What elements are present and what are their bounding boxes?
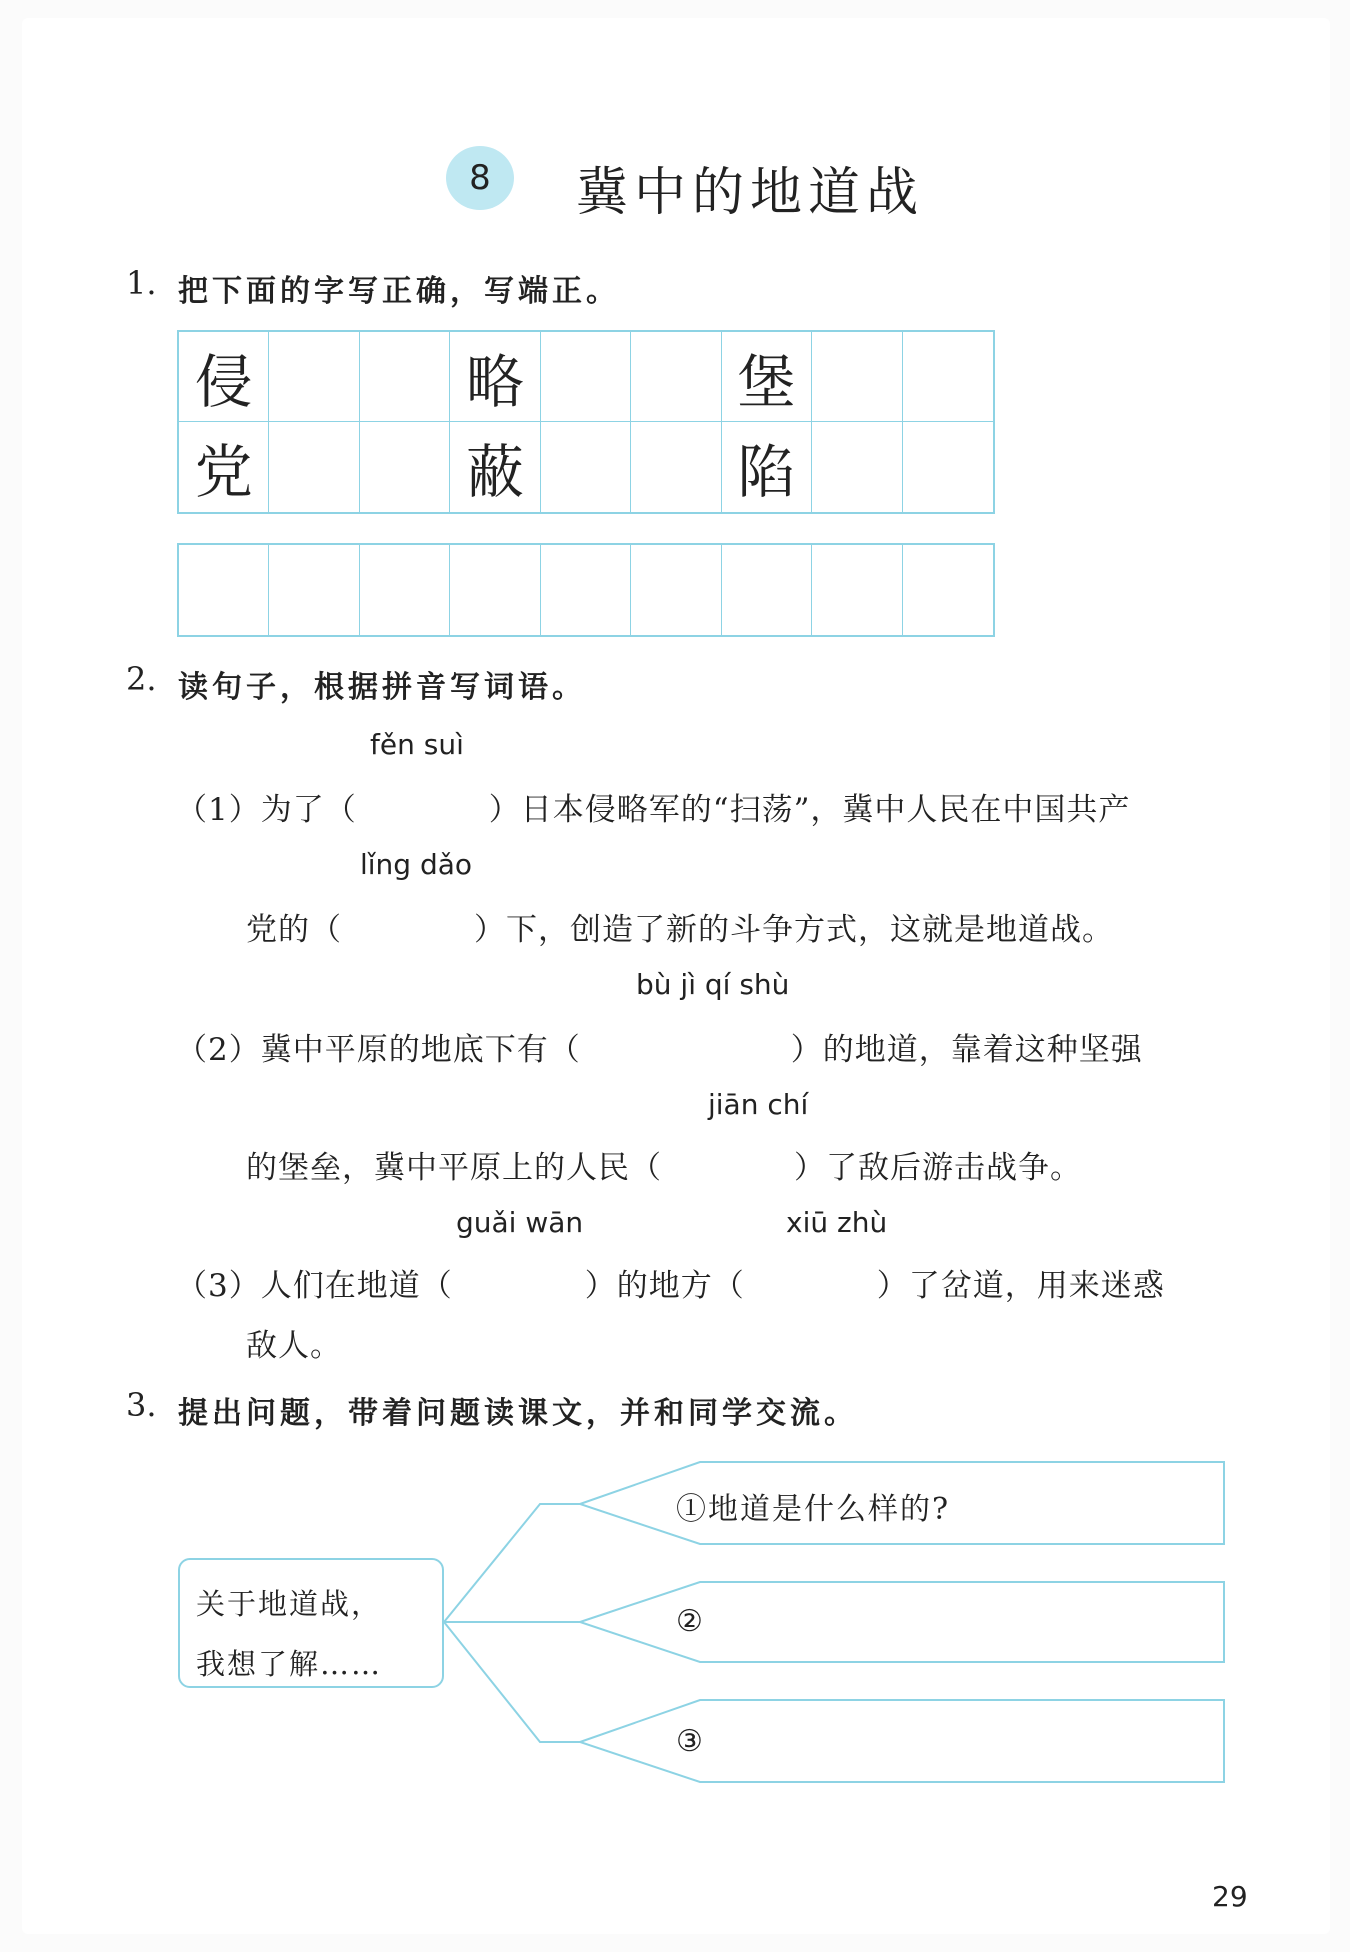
sentence-text: ）日本侵略军的“扫荡”，冀中人民在中国共产 bbox=[488, 792, 1131, 828]
sentence-text: ）了敌后游击战争。 bbox=[794, 1150, 1082, 1186]
grid-cell[interactable] bbox=[541, 332, 631, 422]
sentence-text: ）的地方（ bbox=[584, 1268, 745, 1304]
question-3-number: 3. bbox=[126, 1386, 157, 1424]
sentence-line bbox=[176, 784, 1130, 829]
grid-cell: 陷 bbox=[722, 422, 812, 512]
grid-cell[interactable] bbox=[812, 332, 902, 422]
grid-cell: 蔽 bbox=[450, 422, 540, 512]
pinyin-hint: jiān chí bbox=[708, 1088, 809, 1121]
mindmap-topic-box bbox=[178, 1558, 444, 1688]
practice-cell[interactable] bbox=[903, 545, 993, 635]
sentence-line bbox=[246, 904, 1114, 949]
grid-cell: 堡 bbox=[722, 332, 812, 422]
topic-line: 我想了解…… bbox=[196, 1647, 383, 1681]
mindmap-branch-3[interactable]: ③ bbox=[676, 1724, 705, 1759]
practice-cell[interactable] bbox=[631, 545, 721, 635]
pinyin-hint: lǐng dǎo bbox=[360, 848, 473, 881]
question-1-instruction: 把下面的字写正确，写端正。 bbox=[178, 274, 620, 309]
sentence-text: （2）冀中平原的地底下有（ bbox=[176, 1032, 581, 1068]
mindmap-branch-2[interactable]: ② bbox=[676, 1604, 705, 1639]
pinyin-hint: bù jì qí shù bbox=[636, 968, 790, 1001]
pinyin-hint: guǎi wān bbox=[456, 1206, 584, 1239]
page-number: 29 bbox=[1212, 1880, 1248, 1913]
grid-cell[interactable] bbox=[812, 422, 902, 512]
practice-writing-grid bbox=[177, 543, 995, 637]
sentence-text: 的堡垒，冀中平原上的人民（ bbox=[246, 1150, 662, 1186]
question-1-number: 1. bbox=[126, 264, 157, 302]
practice-cell[interactable] bbox=[360, 545, 450, 635]
sentence-line bbox=[176, 1024, 1143, 1069]
grid-cell: 党 bbox=[179, 422, 269, 512]
grid-cell: 略 bbox=[450, 332, 540, 422]
grid-cell[interactable] bbox=[360, 332, 450, 422]
question-2-instruction: 读句子，根据拼音写词语。 bbox=[178, 670, 586, 705]
grid-cell[interactable] bbox=[631, 332, 721, 422]
sentence-text: ）了岔道，用来迷惑 bbox=[876, 1268, 1165, 1304]
practice-cell[interactable] bbox=[269, 545, 359, 635]
sentence-line: 敌人。 bbox=[246, 1328, 342, 1364]
sentence-text: （3）人们在地道（ bbox=[176, 1268, 453, 1304]
pinyin-hint: fěn suì bbox=[370, 728, 464, 761]
grid-cell[interactable] bbox=[903, 332, 993, 422]
character-writing-grid bbox=[177, 330, 995, 514]
grid-cell[interactable] bbox=[269, 332, 359, 422]
pinyin-hint: xiū zhù bbox=[786, 1206, 888, 1239]
sentence-line bbox=[176, 1260, 1165, 1305]
grid-cell[interactable] bbox=[541, 422, 631, 512]
question-3-instruction: 提出问题，带着问题读课文，并和同学交流。 bbox=[178, 1396, 858, 1431]
sentence-text: ）下，创造了新的斗争方式，这就是地道战。 bbox=[474, 912, 1114, 948]
grid-cell[interactable] bbox=[360, 422, 450, 512]
sentence-text: ）的地道，靠着这种坚强 bbox=[790, 1032, 1143, 1068]
grid-cell[interactable] bbox=[631, 422, 721, 512]
practice-cell[interactable] bbox=[541, 545, 631, 635]
lesson-number-badge: 8 bbox=[446, 146, 514, 210]
sentence-text: 党的（ bbox=[246, 912, 342, 948]
mindmap-branch-1[interactable]: ①地道是什么样的? bbox=[676, 1492, 951, 1527]
sentence-line bbox=[246, 1142, 1082, 1187]
topic-line: 关于地道战， bbox=[196, 1587, 383, 1621]
practice-cell[interactable] bbox=[450, 545, 540, 635]
practice-cell[interactable] bbox=[179, 545, 269, 635]
grid-cell[interactable] bbox=[903, 422, 993, 512]
sentence-text: （1）为了（ bbox=[176, 792, 357, 828]
question-2-number: 2. bbox=[126, 660, 157, 698]
practice-cell[interactable] bbox=[812, 545, 902, 635]
lesson-title: 冀中的地道战 bbox=[576, 163, 925, 223]
grid-cell: 侵 bbox=[179, 332, 269, 422]
practice-cell[interactable] bbox=[722, 545, 812, 635]
grid-cell[interactable] bbox=[269, 422, 359, 512]
